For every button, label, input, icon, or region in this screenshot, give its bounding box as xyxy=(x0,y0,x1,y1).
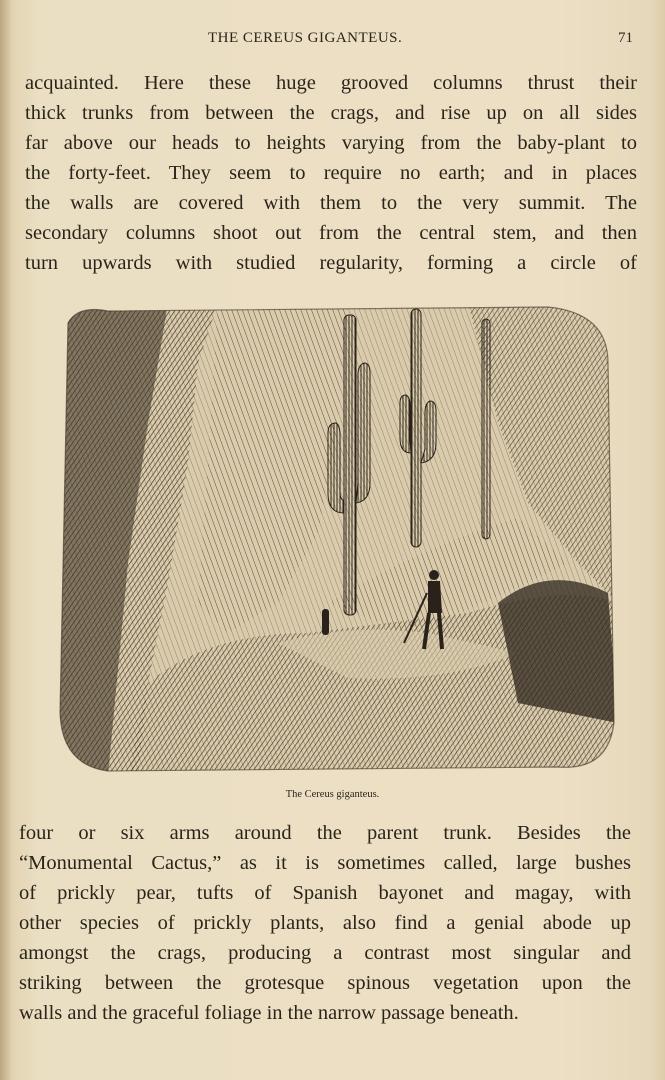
running-title: THE CEREUS GIGANTEUS. xyxy=(208,30,403,46)
page-gutter xyxy=(0,0,10,1080)
page-number: 71 xyxy=(618,30,633,46)
engraving-illustration xyxy=(48,303,618,775)
text-line: acquainted. Here these huge grooved columns thrust their xyxy=(25,72,637,94)
text-line: the walls are covered with them to the very summit. The xyxy=(25,192,637,214)
text-line: amongst the crags, producing a contrast most singular and xyxy=(19,942,631,964)
text-line: walls and the graceful foliage in the narrow passage beneath. xyxy=(19,1002,519,1024)
cactus-canyon-engraving xyxy=(48,303,618,775)
figure-caption: The Cereus giganteus. xyxy=(285,789,380,800)
text-line: thick trunks from between the crags, and rise up on all sides xyxy=(25,102,637,124)
text-line: the forty-feet. They seem to require no earth; and in places xyxy=(25,162,637,184)
body-text-top xyxy=(25,68,637,278)
body-text-bottom xyxy=(19,818,631,1028)
text-line: striking between the grotesque spinous vegetation upon the xyxy=(19,972,631,994)
text-line: far above our heads to heights varying from the baby-plant to xyxy=(25,132,637,154)
text-line: turn upwards with studied regularity, forming a circle of xyxy=(25,252,637,274)
text-line: other species of prickly plants, also find a genial abode up xyxy=(19,912,631,934)
text-line: secondary columns shoot out from the central stem, and then xyxy=(25,222,637,244)
text-line: four or six arms around the parent trunk. Besides the xyxy=(19,822,631,844)
running-header xyxy=(0,30,665,52)
text-line: “Monumental Cactus,” as it is sometimes called, large bushes xyxy=(19,852,631,874)
text-line: of prickly pear, tufts of Spanish bayonet and magay, with xyxy=(19,882,631,904)
